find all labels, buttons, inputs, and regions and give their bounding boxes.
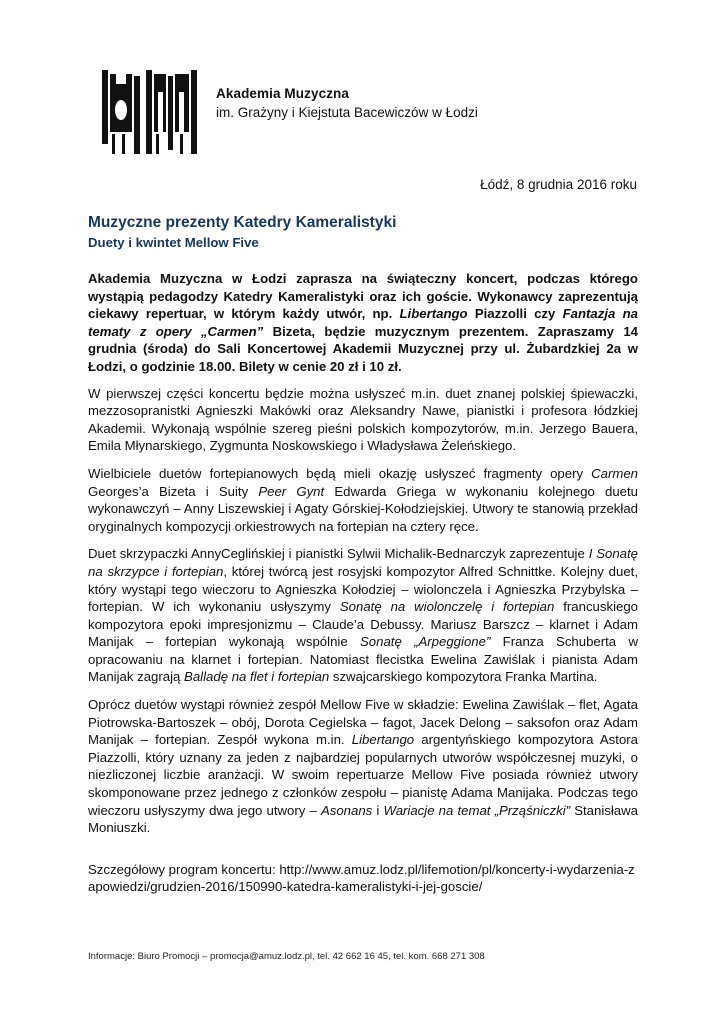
- work-title: Sonatę na wiolonczelę i fortepian: [339, 599, 555, 615]
- paragraph-duets: [88, 545, 638, 686]
- work-title: I Sonatę na skrzypce i fortepian: [88, 546, 639, 579]
- text-span: Wielbiciele duetów fortepianowych będą mieli okazję usłyszeć fragmenty opery: [88, 465, 592, 481]
- work-title: Balladę na flet i fortepian: [184, 669, 330, 685]
- academy-logo-icon: [92, 70, 198, 154]
- program-paragraph: [88, 861, 638, 896]
- work-title: Asonans: [320, 802, 373, 818]
- institution-subtitle: im. Grażyny i Kiejstuta Bacewiczów w Łodzi: [216, 105, 478, 120]
- work-title: Wariacje na temat „Prząśniczki”: [383, 802, 571, 818]
- text-span: Georges’a Bizeta i Suity: [88, 483, 259, 499]
- text-span: Oprócz duetów wystąpi również zespół Mellow Five w składzie: Ewelina Zawiślak – flet, Agata Piotrowska-Bartoszek – obój, Dorota Cegielska – fagot, Jacek Delong – saksofon oraz Adam Manijak – fortepian. Zespół wykona m.in.: [88, 697, 638, 748]
- work-title: Sonatę „Arpeggione”: [359, 634, 491, 650]
- text-span: szwajcarskiego kompozytora Franka Martina.: [329, 669, 598, 685]
- work-title: Peer Gynt: [258, 483, 325, 499]
- footer-contact: Informacje: Biuro Promocji – promocja@amuz.lodz.pl, tel. 42 662 16 45, tel. kom. 668 271 308: [88, 951, 485, 962]
- text-span: Edwarda Griega w wykonaniu kolejnego duetu wykonawczyń – Anny Liszewskiej i Agaty Górskiej-Kołodziejskiej. Utwory te stanowią przekład oryginalnych kompozycji orkiestrowych na fortepian na cztery ręce.: [88, 483, 638, 534]
- document-date: Łódź, 8 grudnia 2016 roku: [480, 177, 637, 192]
- text-span: Franza Schuberta w opracowaniu na klarnet i fortepian. Natomiast flecistka Ewelina Zawiślak i pianista Adam Manijak zagrają: [88, 634, 638, 685]
- paragraph-first-part: W pierwszej części koncertu będzie można usłyszeć m.in. duet znanej polskiej śpiewaczki, mezzosopranistki Agnieszki Makówki oraz Aleksandry Nawe, pianistki i profesora łódzkiej Akademii. Wykonają wspólnie szereg pieśni polskich kompozytorów, m.in. Jerzego Bauera, Emila Młynarskiego, Zygmunta Noskowskiego i Władysława Żeleńskiego.: [88, 385, 638, 454]
- work-title: Carmen: [591, 465, 638, 481]
- work-title: Libertango: [399, 306, 468, 322]
- press-release-body: [88, 213, 638, 906]
- paragraph-piano-duets: [88, 465, 638, 535]
- article-subtitle: Duety i kwintet Mellow Five: [88, 235, 259, 250]
- work-title: Libertango: [351, 732, 415, 748]
- paragraph-mellow-five: [88, 696, 638, 837]
- institution-block: [216, 86, 478, 121]
- program-label: Szczegółowy program koncertu:: [88, 861, 280, 877]
- lead-paragraph: [88, 270, 638, 376]
- text-span: francuskiego kompozytora epoki impresjonizmu – Claude’a Debussy. Mariusz Barszcz – klarnet i Adam Manijak – fortepian wykonają wspólnie: [88, 599, 639, 650]
- text-span: Stanisława Moniuszki.: [88, 802, 638, 836]
- institution-name: Akademia Muzyczna: [216, 86, 349, 101]
- work-title: Fantazja na tematy z opery „Carmen”: [88, 306, 638, 339]
- text-span: i: [372, 802, 384, 818]
- text-span: Bizeta, będzie muzycznym prezentem. Zapraszamy 14 grudnia (środa) do Sali Koncertowej Akademii Muzycznej przy ul. Żubardzkiej 2a w Łodzi, o godzinie 18.00. Bilety w cenie 20 zł i 10 zł.: [88, 323, 638, 374]
- text-span: Piazzolli czy: [467, 306, 563, 322]
- text-span: , której twórcą jest rosyjski kompozytor Alfred Schnittke. Kolejny duet, który wystąpi tego wieczoru to Agnieszka Kołodziej – wiolonczela i Agnieszka Przybylska – fortepian. W ich wykonaniu usłyszymy: [88, 563, 638, 615]
- text-span: Duet skrzypaczki AnnyCeglińskiej i pianistki Sylwii Michalik-Bednarczyk zaprezentuje: [88, 546, 589, 562]
- text-span: Akademia Muzyczna w Łodzi zaprasza na świąteczny koncert, podczas którego wystąpią pedagodzy Katedry Kameralistyki oraz ich goście. Wykonawcy zaprezentują ciekawy repertuar, w którym każdy utwór, np.: [88, 271, 638, 322]
- text-span: argentyńskiego kompozytora Astora Piazzolli, który uznany za jeden z najbardziej popularnych utworów współczesnej muzyki, o niezliczonej liczbie aranżacji. W swoim repertuarze Mellow Five posiada również utwory skomponowane przez jednego z członków zespołu – pianistę Adama Manijaka. Podczas tego wieczoru usłyszymy dwa jego utwory –: [88, 732, 638, 818]
- article-title: Muzyczne prezenty Katedry Kameralistyki: [88, 214, 397, 231]
- program-link[interactable]: http://www.amuz.lodz.pl/lifemotion/pl/koncerty-i-wydarzenia-zapowiedzi/grudzien-2016/150990-katedra-kameralistyki-i-jej-goscie/: [88, 861, 635, 895]
